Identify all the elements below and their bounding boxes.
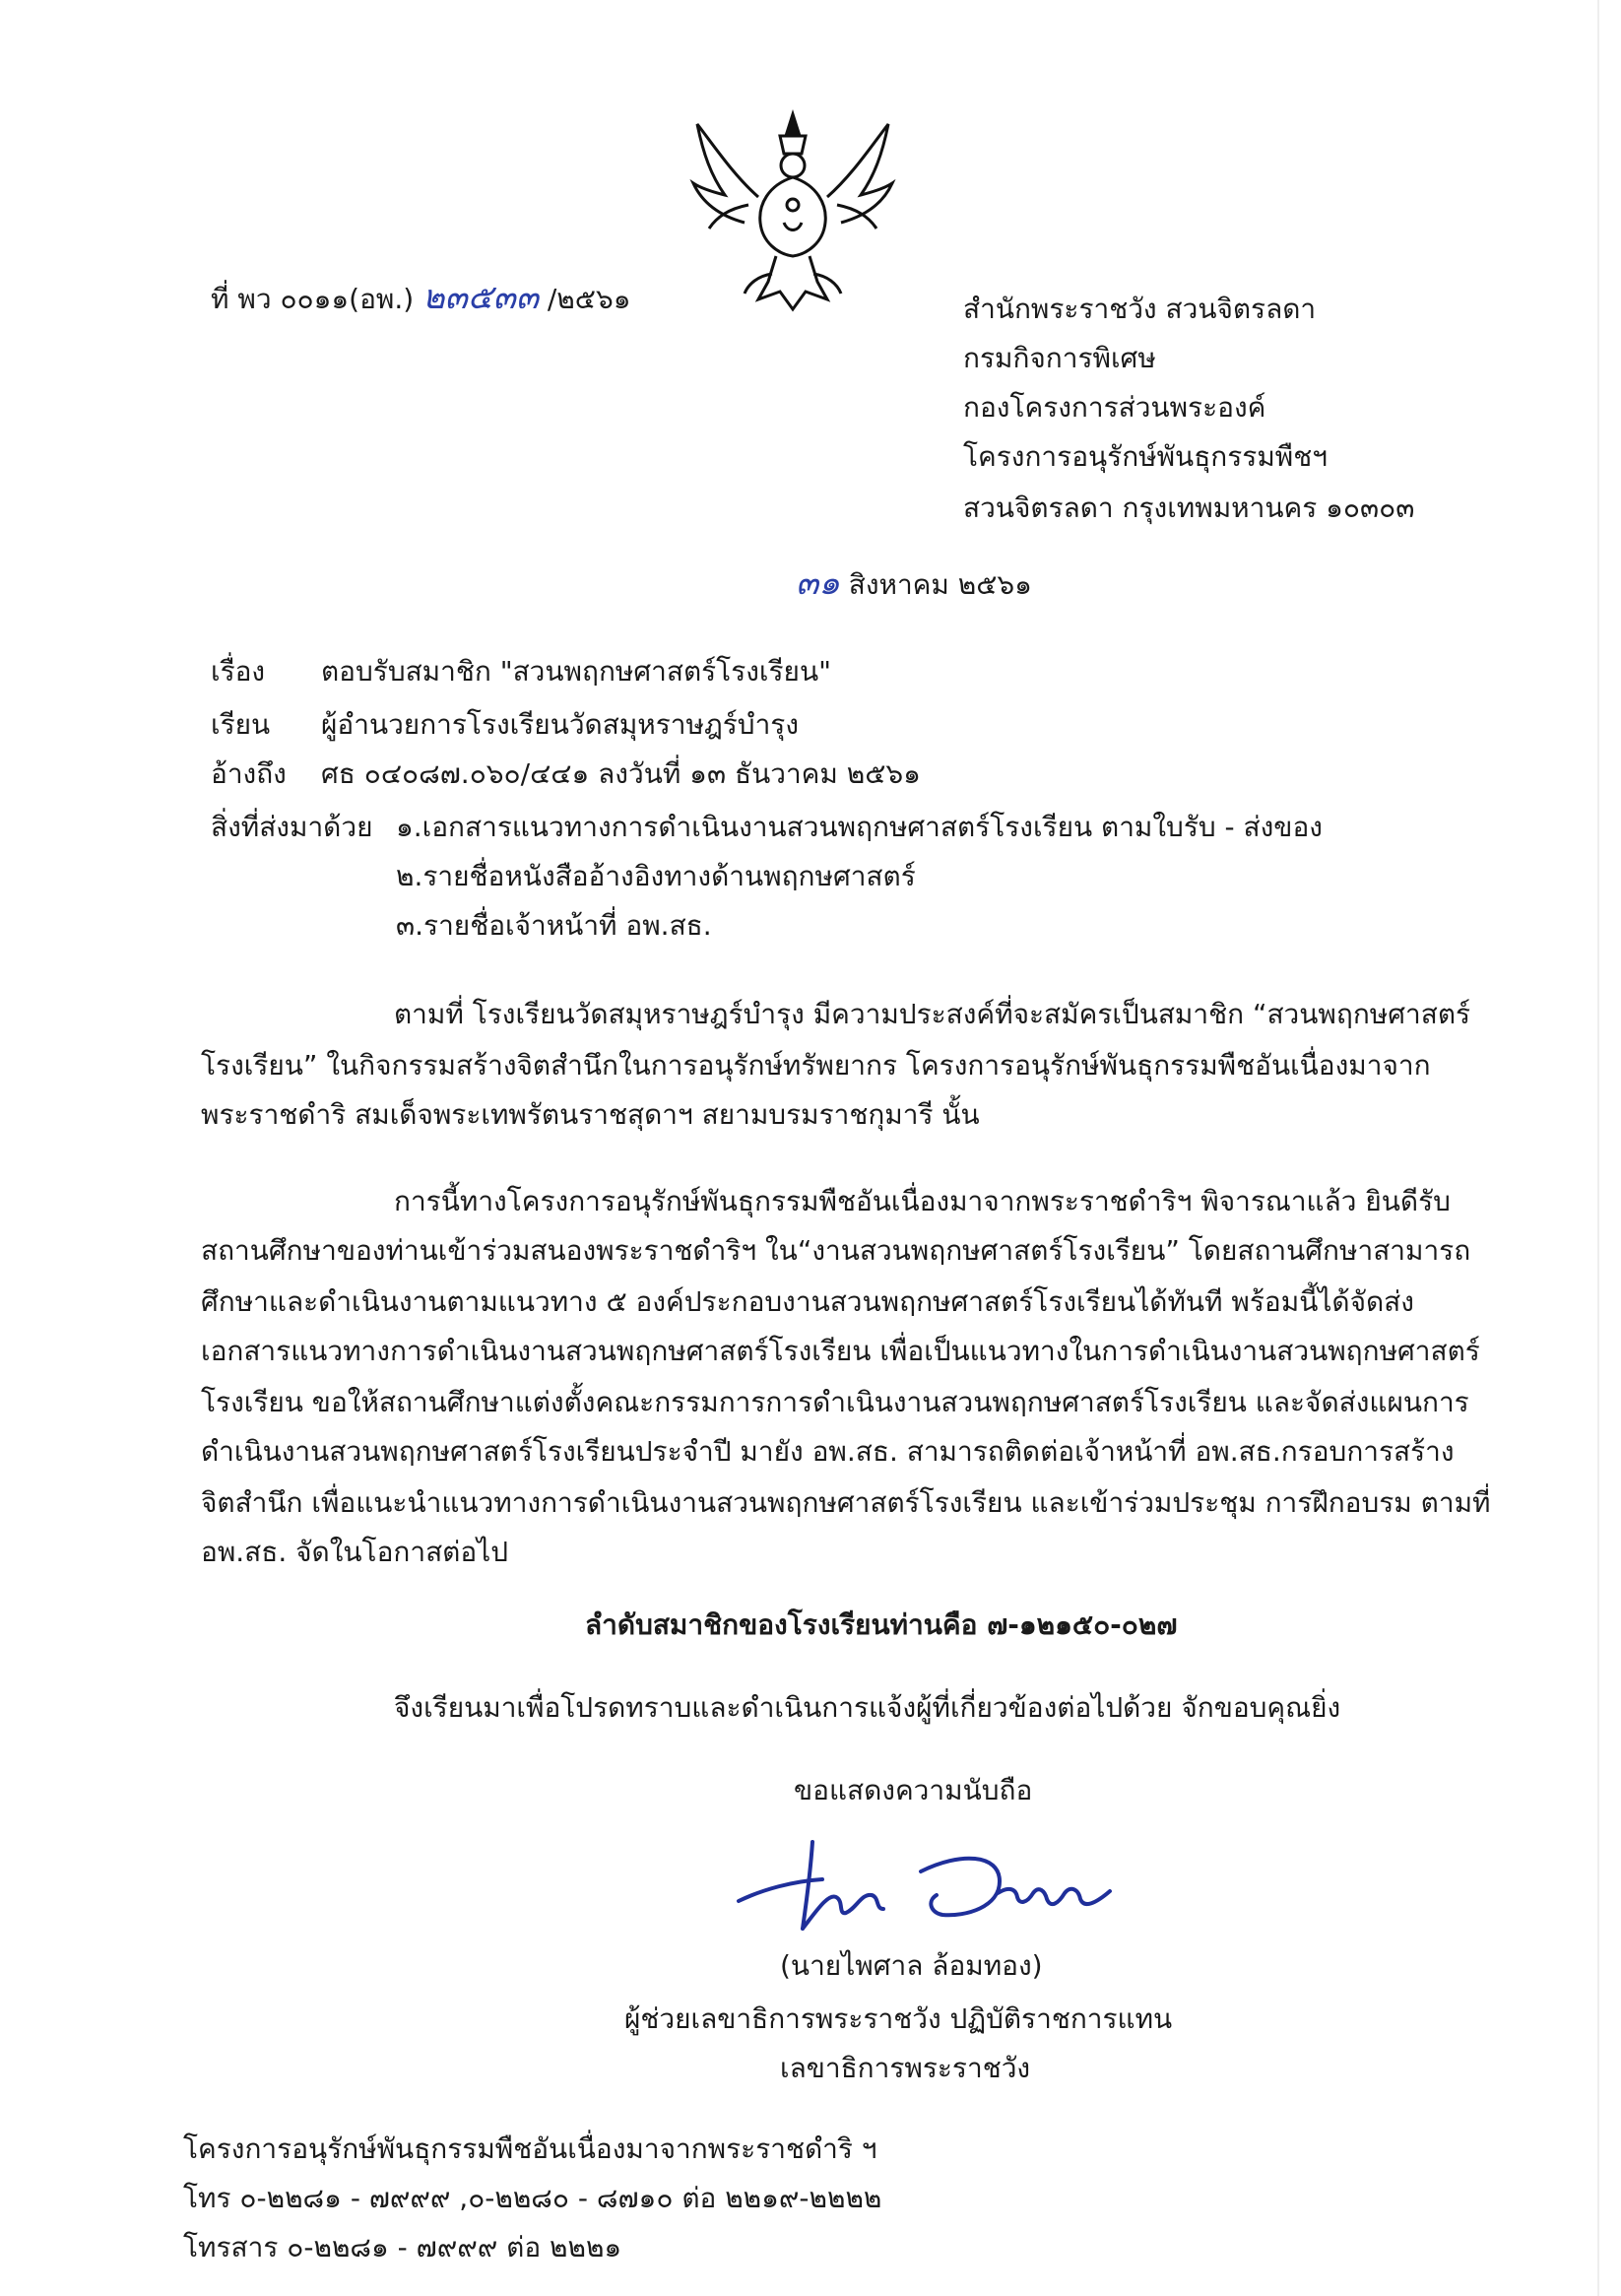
ref-label: อ้างถึง (211, 757, 287, 790)
enclosure-label: สิ่งที่ส่งมาด้วย (211, 811, 373, 843)
sender-line-4: โครงการอนุรักษ์พันธุกรรมพืชฯ (963, 440, 1328, 473)
signature-icon (734, 1832, 1118, 1940)
sender-line-3: กองโครงการส่วนพระองค์ (963, 391, 1266, 424)
footer-line-1: โครงการอนุรักษ์พันธุกรรมพืชอันเนื่องมาจากพระราชดำริ ฯ (183, 2132, 877, 2165)
paragraph2-line-5: โรงเรียน ขอให้สถานศึกษาแต่งตั้งคณะกรรมการการดำเนินงานสวนพฤกษศาสตร์โรงเรียน และจัดส่งแผนการ (201, 1386, 1469, 1418)
paragraph1-line-2: โรงเรียน” ในกิจกรรมสร้างจิตสำนึกในการอนุรักษ์ทรัพยากร โครงการอนุรักษ์พันธุกรรมพืชอันเนื่องมาจาก (201, 1049, 1431, 1082)
sender-line-1: สำนักพระราชวัง สวนจิตรลดา (963, 293, 1317, 325)
date-rest: สิงหาคม ๒๕๖๑ (848, 568, 1032, 601)
subject-label: เรื่อง (211, 655, 266, 688)
to-label: เรียน (211, 708, 271, 741)
signer-title-1: ผู้ช่วยเลขาธิการพระราชวัง ปฏิบัติราชการแทน (624, 2002, 1173, 2035)
paragraph2-line-3: ศึกษาและดำเนินงานตามแนวทาง ๕ องค์ประกอบงานสวนพฤกษศาสตร์โรงเรียนได้ทันที พร้อมนี้ได้จัดส่ง (201, 1285, 1414, 1318)
paragraph2-line-7: จิตสำนึก เพื่อแนะนำแนวทางการดำเนินงานสวนพฤกษศาสตร์โรงเรียน และเข้าร่วมประชุม การฝึกอบรม ตามที่ (201, 1486, 1491, 1519)
date-day-handwritten: ๓๑ (796, 563, 840, 603)
paragraph2-line-4: เอกสารแนวทางการดำเนินงานสวนพฤกษศาสตร์โรงเรียน เพื่อเป็นแนวทางในการดำเนินงานสวนพฤกษศาสตร์ (201, 1335, 1480, 1367)
signer-title-2: เลขาธิการพระราชวัง (780, 2052, 1031, 2084)
paragraph2-line-6: ดำเนินงานสวนพฤกษศาสตร์โรงเรียนประจำปี มายัง อพ.สธ. สามารถติดต่อเจ้าหน้าที่ อพ.สธ.กรอบการสร้าง (201, 1435, 1455, 1468)
member-number-line: ลำดับสมาชิกของโรงเรียนท่านคือ ๗-๑๒๑๕๐-๐๒๗ (585, 1608, 1178, 1641)
ref-value: ศธ ๐๔๐๘๗.๐๖๐/๔๔๑ ลงวันที่ ๑๓ ธันวาคม ๒๕๖๑ (321, 757, 921, 790)
garuda-emblem-icon (689, 106, 896, 321)
footer-line-2: โทร ๐-๒๒๘๑ - ๗๙๙๙ ,๐-๒๒๘๐ - ๘๗๑๐ ต่อ ๒๒๑๙-๒๒๒๒ (183, 2182, 882, 2214)
paragraph2-line-2: สถานศึกษาของท่านเข้าร่วมสนองพระราชดำริฯ ใน“งานสวนพฤกษศาสตร์โรงเรียน” โดยสถานศึกษาสามารถ (201, 1234, 1471, 1267)
doc-number-prefix: ที่ พว ๐๐๑๑(อพ.) (211, 283, 415, 315)
closing-request: จึงเรียนมาเพื่อโปรดทราบและดำเนินการแจ้งผู้ที่เกี่ยวข้องต่อไปด้วย จักขอบคุณยิ่ง (394, 1691, 1341, 1724)
letter-date (796, 565, 1032, 603)
doc-number-handwritten: ๒๓๕๓๓ (422, 278, 539, 317)
sender-line-2: กรมกิจการพิเศษ (963, 342, 1156, 374)
doc-number (211, 280, 631, 317)
paragraph1-line-1: ตามที่ โรงเรียนวัดสมุหราษฎร์บำรุง มีความประสงค์ที่จะสมัครเป็นสมาชิก “สวนพฤกษศาสตร์ (394, 998, 1471, 1030)
salutation: ขอแสดงความนับถือ (794, 1774, 1033, 1806)
enclosure-item-2: ๒.รายชื่อหนังสืออ้างอิงทางด้านพฤกษศาสตร์ (396, 860, 916, 892)
footer-line-3: โทรสาร ๐-๒๒๘๑ - ๗๙๙๙ ต่อ ๒๒๒๑ (183, 2231, 622, 2263)
paragraph1-line-3: พระราชดำริ สมเด็จพระเทพรัตนราชสุดาฯ สยามบรมราชกุมารี นั้น (201, 1098, 980, 1131)
enclosure-item-3: ๓.รายชื่อเจ้าหน้าที่ อพ.สธ. (396, 909, 712, 942)
to-value: ผู้อำนวยการโรงเรียนวัดสมุหราษฎร์บำรุง (321, 708, 800, 741)
doc-number-suffix: /๒๕๖๑ (547, 283, 631, 315)
sender-line-5: สวนจิตรลดา กรุงเทพมหานคร ๑๐๓๐๓ (963, 492, 1415, 524)
paragraph2-line-1: การนี้ทางโครงการอนุรักษ์พันธุกรรมพืชอันเนื่องมาจากพระราชดำริฯ พิจารณาแล้ว ยินดีรับ (394, 1185, 1451, 1217)
page-edge (1597, 0, 1599, 2296)
paragraph2-line-8: อพ.สธ. จัดในโอกาสต่อไป (201, 1536, 509, 1568)
enclosure-item-1: ๑.เอกสารแนวทางการดำเนินงานสวนพฤกษศาสตร์โรงเรียน ตามใบรับ - ส่งของ (396, 811, 1323, 843)
signer-name: (นายไพศาล ล้อมทอง) (780, 1949, 1043, 1982)
subject-value: ตอบรับสมาชิก "สวนพฤกษศาสตร์โรงเรียน" (321, 655, 831, 688)
